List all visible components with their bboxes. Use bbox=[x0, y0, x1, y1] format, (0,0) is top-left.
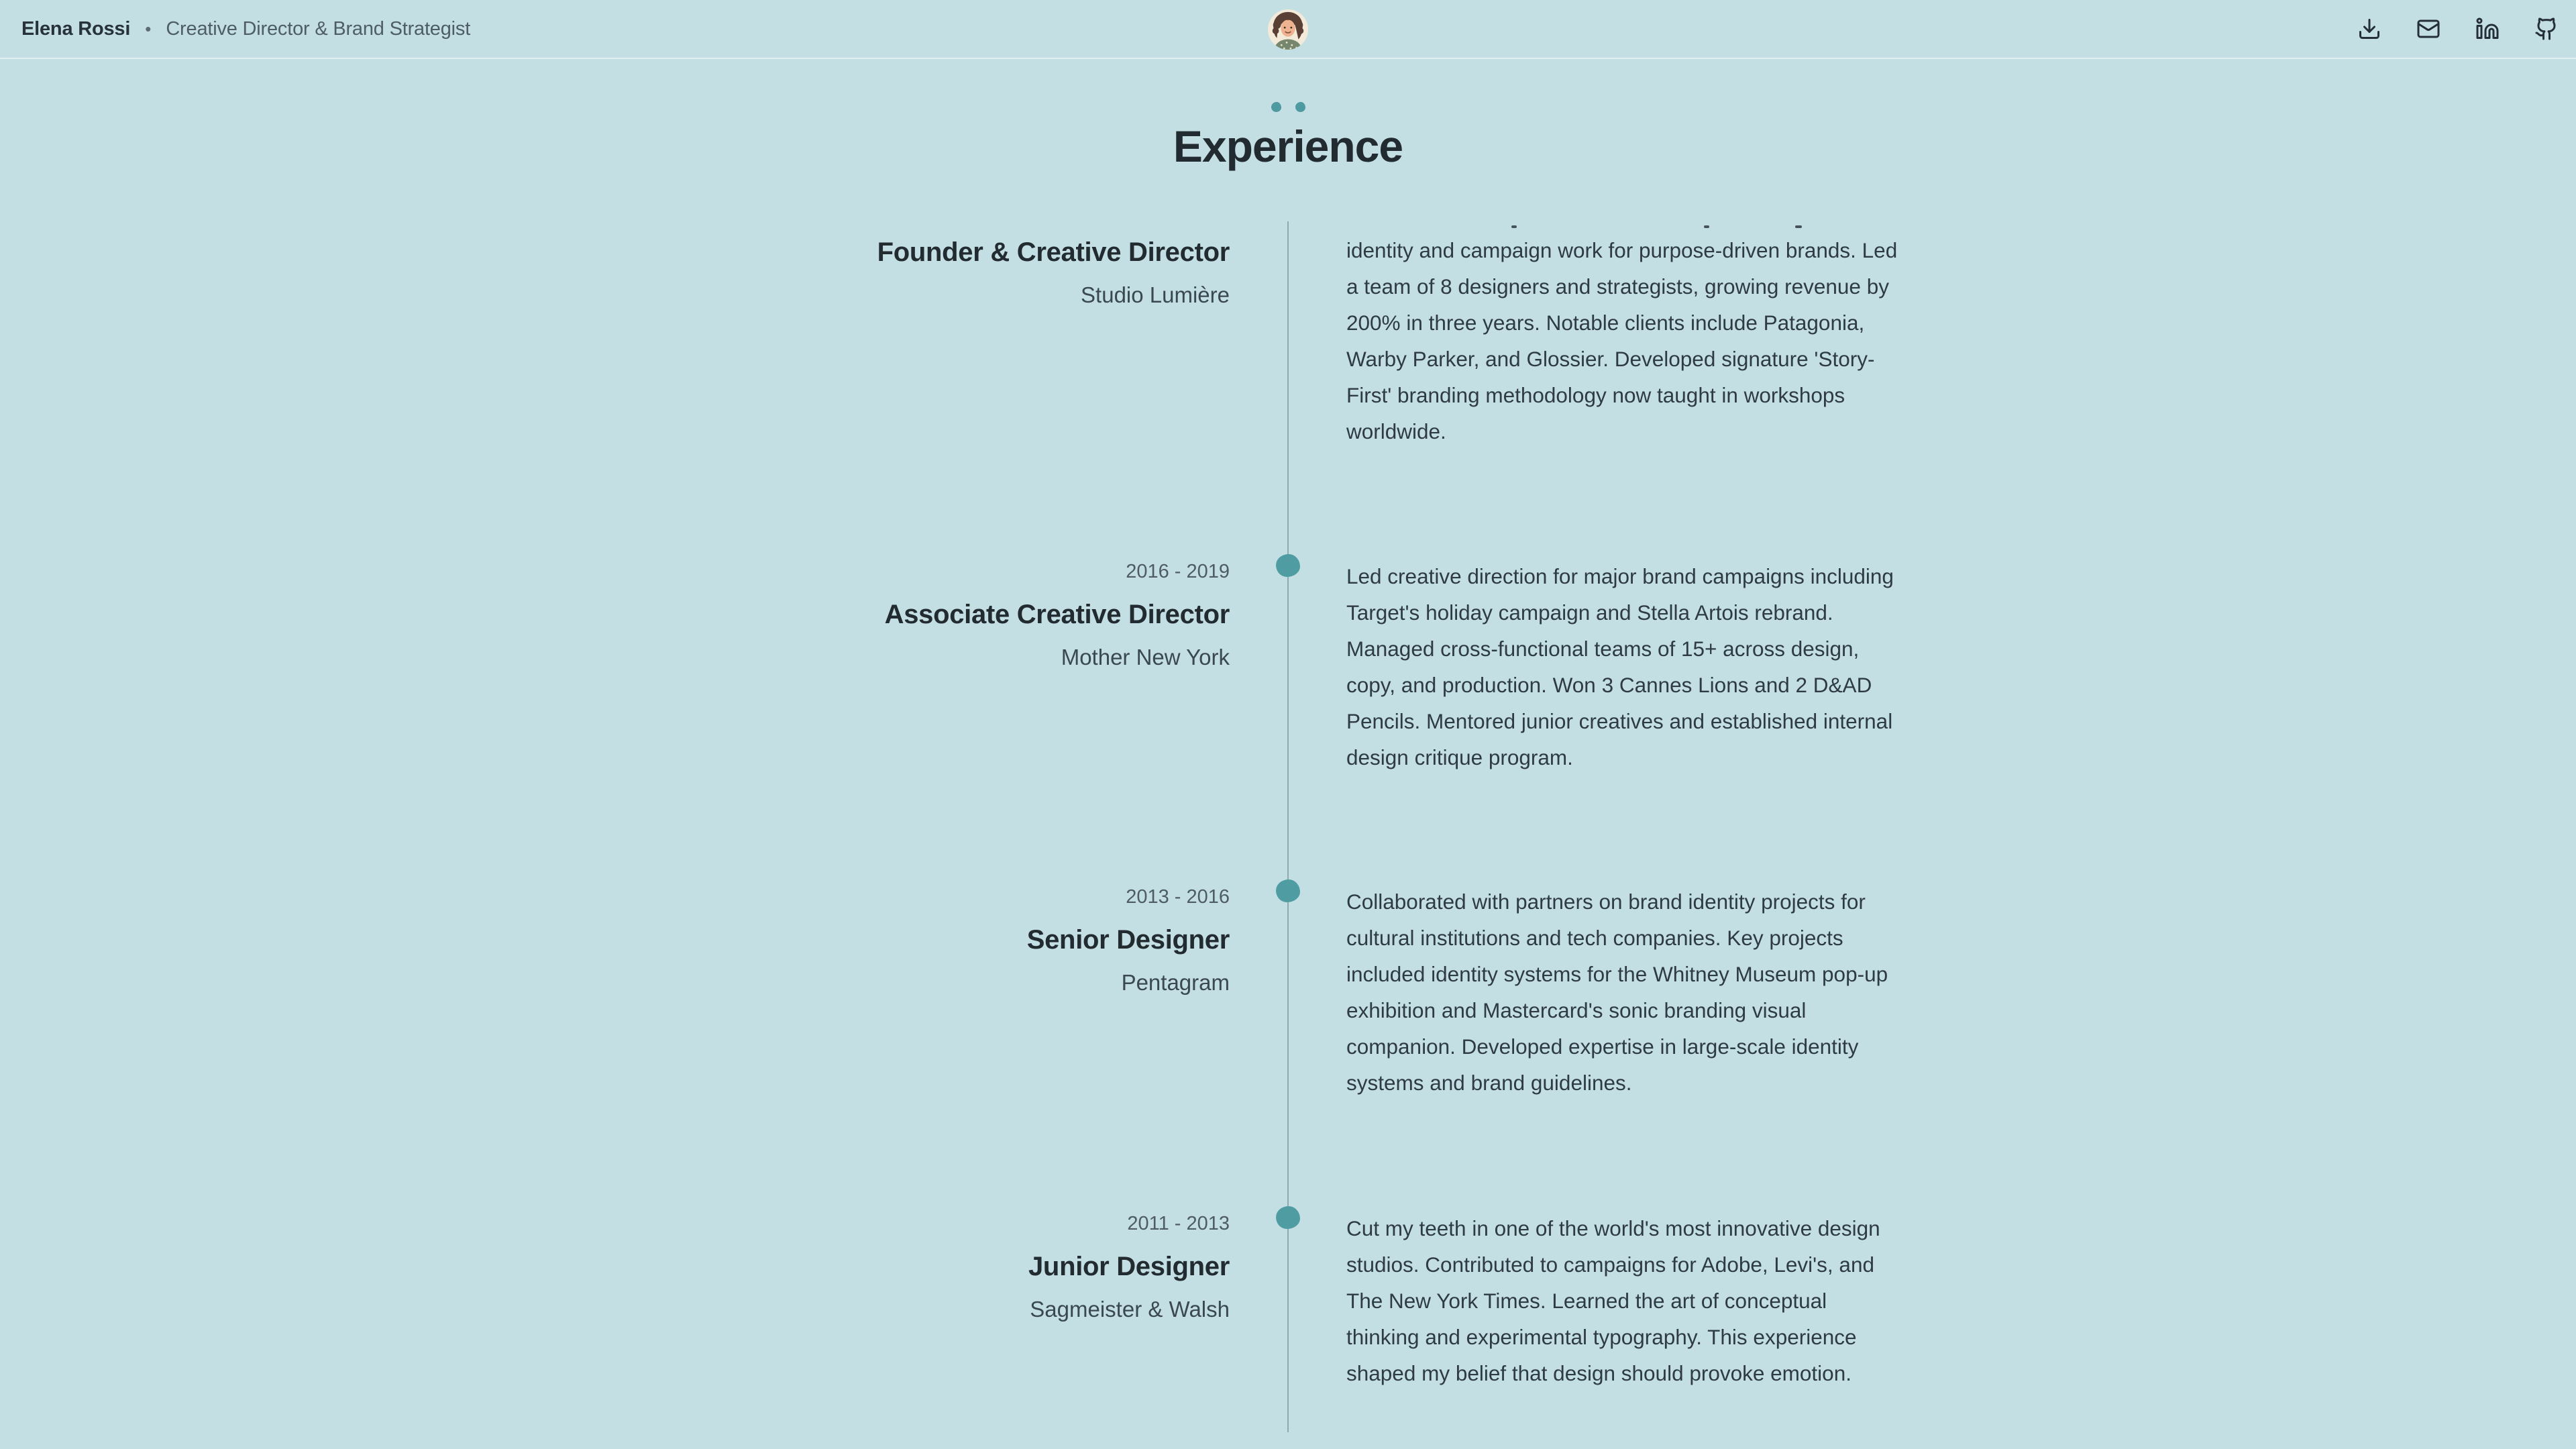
page-title: Experience bbox=[1173, 121, 1403, 171]
entry-date: 2011 - 2013 bbox=[1127, 1213, 1230, 1234]
entry-body bbox=[1346, 1210, 1899, 1391]
site-identity bbox=[21, 0, 470, 58]
entry-company: Mother New York bbox=[1061, 645, 1230, 669]
indicator-dot bbox=[1271, 102, 1281, 112]
download-button[interactable] bbox=[2357, 17, 2381, 41]
entry-description: Collaborated with partners on brand identity projects for cultural institutions and tech companies. Key projects included identity systems for the Whitney Museum pop-up exhibition and Mastercard's sonic branding visual companion. Developed expertise in large-scale identity systems and brand guidelines. bbox=[1346, 890, 1888, 1095]
entry-title: Junior Designer bbox=[1028, 1252, 1230, 1281]
timeline-dot bbox=[1276, 554, 1300, 577]
linkedin-button[interactable] bbox=[2475, 17, 2500, 41]
section-indicator-dots bbox=[0, 102, 2576, 112]
separator-dot: • bbox=[145, 18, 152, 39]
entry-company: Studio Lumière bbox=[1081, 282, 1230, 307]
linkedin-icon bbox=[2475, 17, 2500, 41]
entry-company: Pentagram bbox=[1121, 970, 1230, 995]
avatar[interactable] bbox=[1267, 9, 1309, 50]
entry-body bbox=[1346, 558, 1899, 775]
profile-subtitle: Creative Director & Brand Strategist bbox=[166, 17, 471, 40]
entry-description: identity and campaign work for purpose-driven brands. Led a team of 8 designers and strategists, growing revenue by 200% in three years. Notable clients include Patagonia, Warby Parker, and Glossier. Developed signature 'Story-First' branding methodology now taught in workshops worldwide. bbox=[1346, 238, 1898, 443]
entry-description: Cut my teeth in one of the world's most innovative design studios. Contributed to campaigns for Adobe, Levi's, and The New York Times. Learned the art of conceptual thinking and experimental typography. This experience shaped my belief that design should provoke emotion. bbox=[1346, 1216, 1880, 1385]
clipped-text-remnant bbox=[1346, 221, 1899, 232]
entry-body bbox=[1346, 883, 1899, 1101]
entry-meta bbox=[720, 554, 1230, 672]
entry-meta bbox=[720, 221, 1230, 310]
download-icon bbox=[2357, 17, 2381, 41]
entry-date bbox=[720, 221, 1230, 223]
github-button[interactable] bbox=[2534, 17, 2559, 41]
email-button[interactable] bbox=[2416, 17, 2440, 41]
avatar-illustration bbox=[1267, 9, 1309, 50]
entry-date: 2016 - 2019 bbox=[1126, 561, 1230, 582]
timeline-dot bbox=[1276, 1206, 1300, 1229]
entry-meta bbox=[720, 879, 1230, 998]
indicator-dot bbox=[1295, 102, 1305, 112]
entry-company: Sagmeister & Walsh bbox=[1030, 1297, 1230, 1322]
header-actions bbox=[2357, 0, 2559, 58]
experience-timeline bbox=[0, 221, 2576, 1449]
entry-title: Senior Designer bbox=[1026, 925, 1230, 955]
timeline-dot bbox=[1276, 879, 1300, 902]
entry-body bbox=[1346, 221, 1899, 449]
profile-name: Elena Rossi bbox=[21, 17, 131, 40]
entry-title: Associate Creative Director bbox=[884, 600, 1230, 629]
entry-date: 2013 - 2016 bbox=[1126, 886, 1230, 908]
top-bar bbox=[0, 0, 2576, 59]
mail-icon bbox=[2416, 17, 2440, 41]
entry-description: Led creative direction for major brand campaigns including Target's holiday campaign and Stella Artois rebrand. Managed cross-functional teams of 15+ across design, copy, and production. Won 3 Cannes Lions and 2 D&AD Pencils. Mentored junior creatives and established internal design critique program. bbox=[1346, 564, 1894, 769]
github-icon bbox=[2534, 17, 2559, 41]
entry-title: Founder & Creative Director bbox=[877, 237, 1230, 267]
entry-meta bbox=[720, 1206, 1230, 1324]
timeline-line bbox=[1287, 221, 1289, 1432]
